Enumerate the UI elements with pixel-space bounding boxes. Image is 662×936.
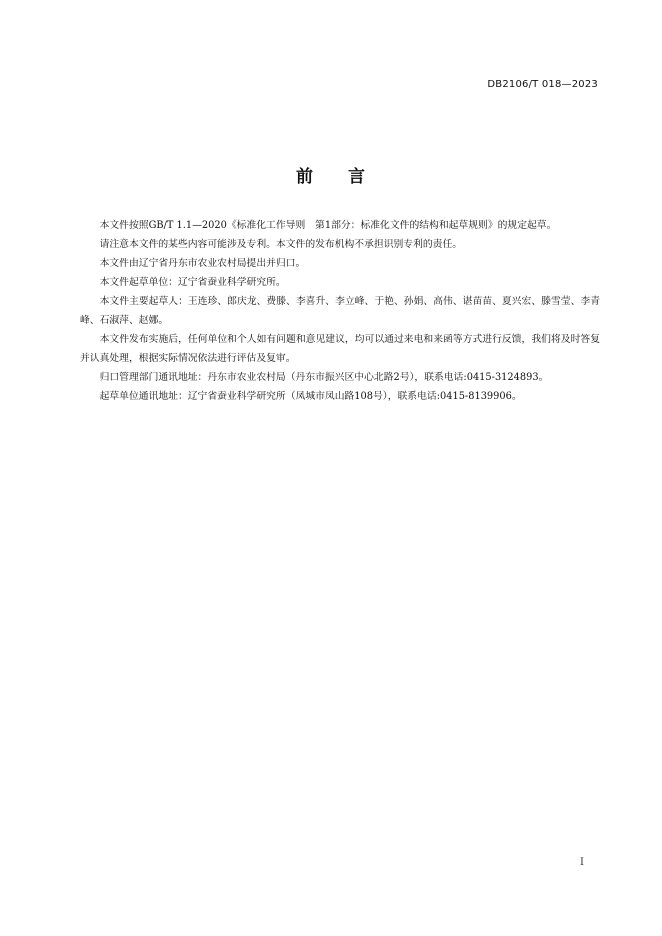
page-number: I [580, 857, 584, 868]
paragraph-drafting-unit: 本文件起草单位：辽宁省蚕业科学研究所。 [99, 277, 286, 288]
paragraph-proposer: 本文件由辽宁省丹东市农业农村局提出并归口。 [99, 258, 306, 269]
title-char-left: 前 [296, 167, 314, 187]
paragraph-drafter-address: 起草单位通讯地址：辽宁省蚕业科学研究所（凤城市凤山路108号），联系电话:0415-8139906。 [99, 391, 522, 402]
paragraph-drafters: 本文件主要起草人：王连珍、郎庆龙、费滕、李喜升、李立峰、于艳、孙娟、高伟、谌苗苗、夏兴宏、滕雪莹、李青峰、石淑萍、赵娜。 [80, 296, 600, 326]
page-title [0, 162, 662, 187]
paragraph-feedback: 本文件发布实施后，任何单位和个人如有问题和意见建议，均可以通过来电和来函等方式进行反馈，我们将及时答复并认真处理，根据实际情况依法进行评估及复审。 [80, 334, 600, 364]
paragraph-management-address: 归口管理部门通讯地址：丹东市农业农村局（丹东市振兴区中心北路2号），联系电话:0415-3124893。 [99, 372, 549, 383]
title-char-right: 言 [348, 167, 366, 187]
paragraph-drafting-rules: 本文件按照GB/T 1.1—2020《标准化工作导则 第1部分：标准化文件的结构和起草规则》的规定起草。 [99, 220, 557, 231]
foreword-body [80, 216, 600, 406]
document-code: DB2106/T 018—2023 [487, 79, 598, 90]
paragraph-patent-notice: 请注意本文件的某些内容可能涉及专利。本文件的发布机构不承担识别专利的责任。 [99, 239, 463, 250]
